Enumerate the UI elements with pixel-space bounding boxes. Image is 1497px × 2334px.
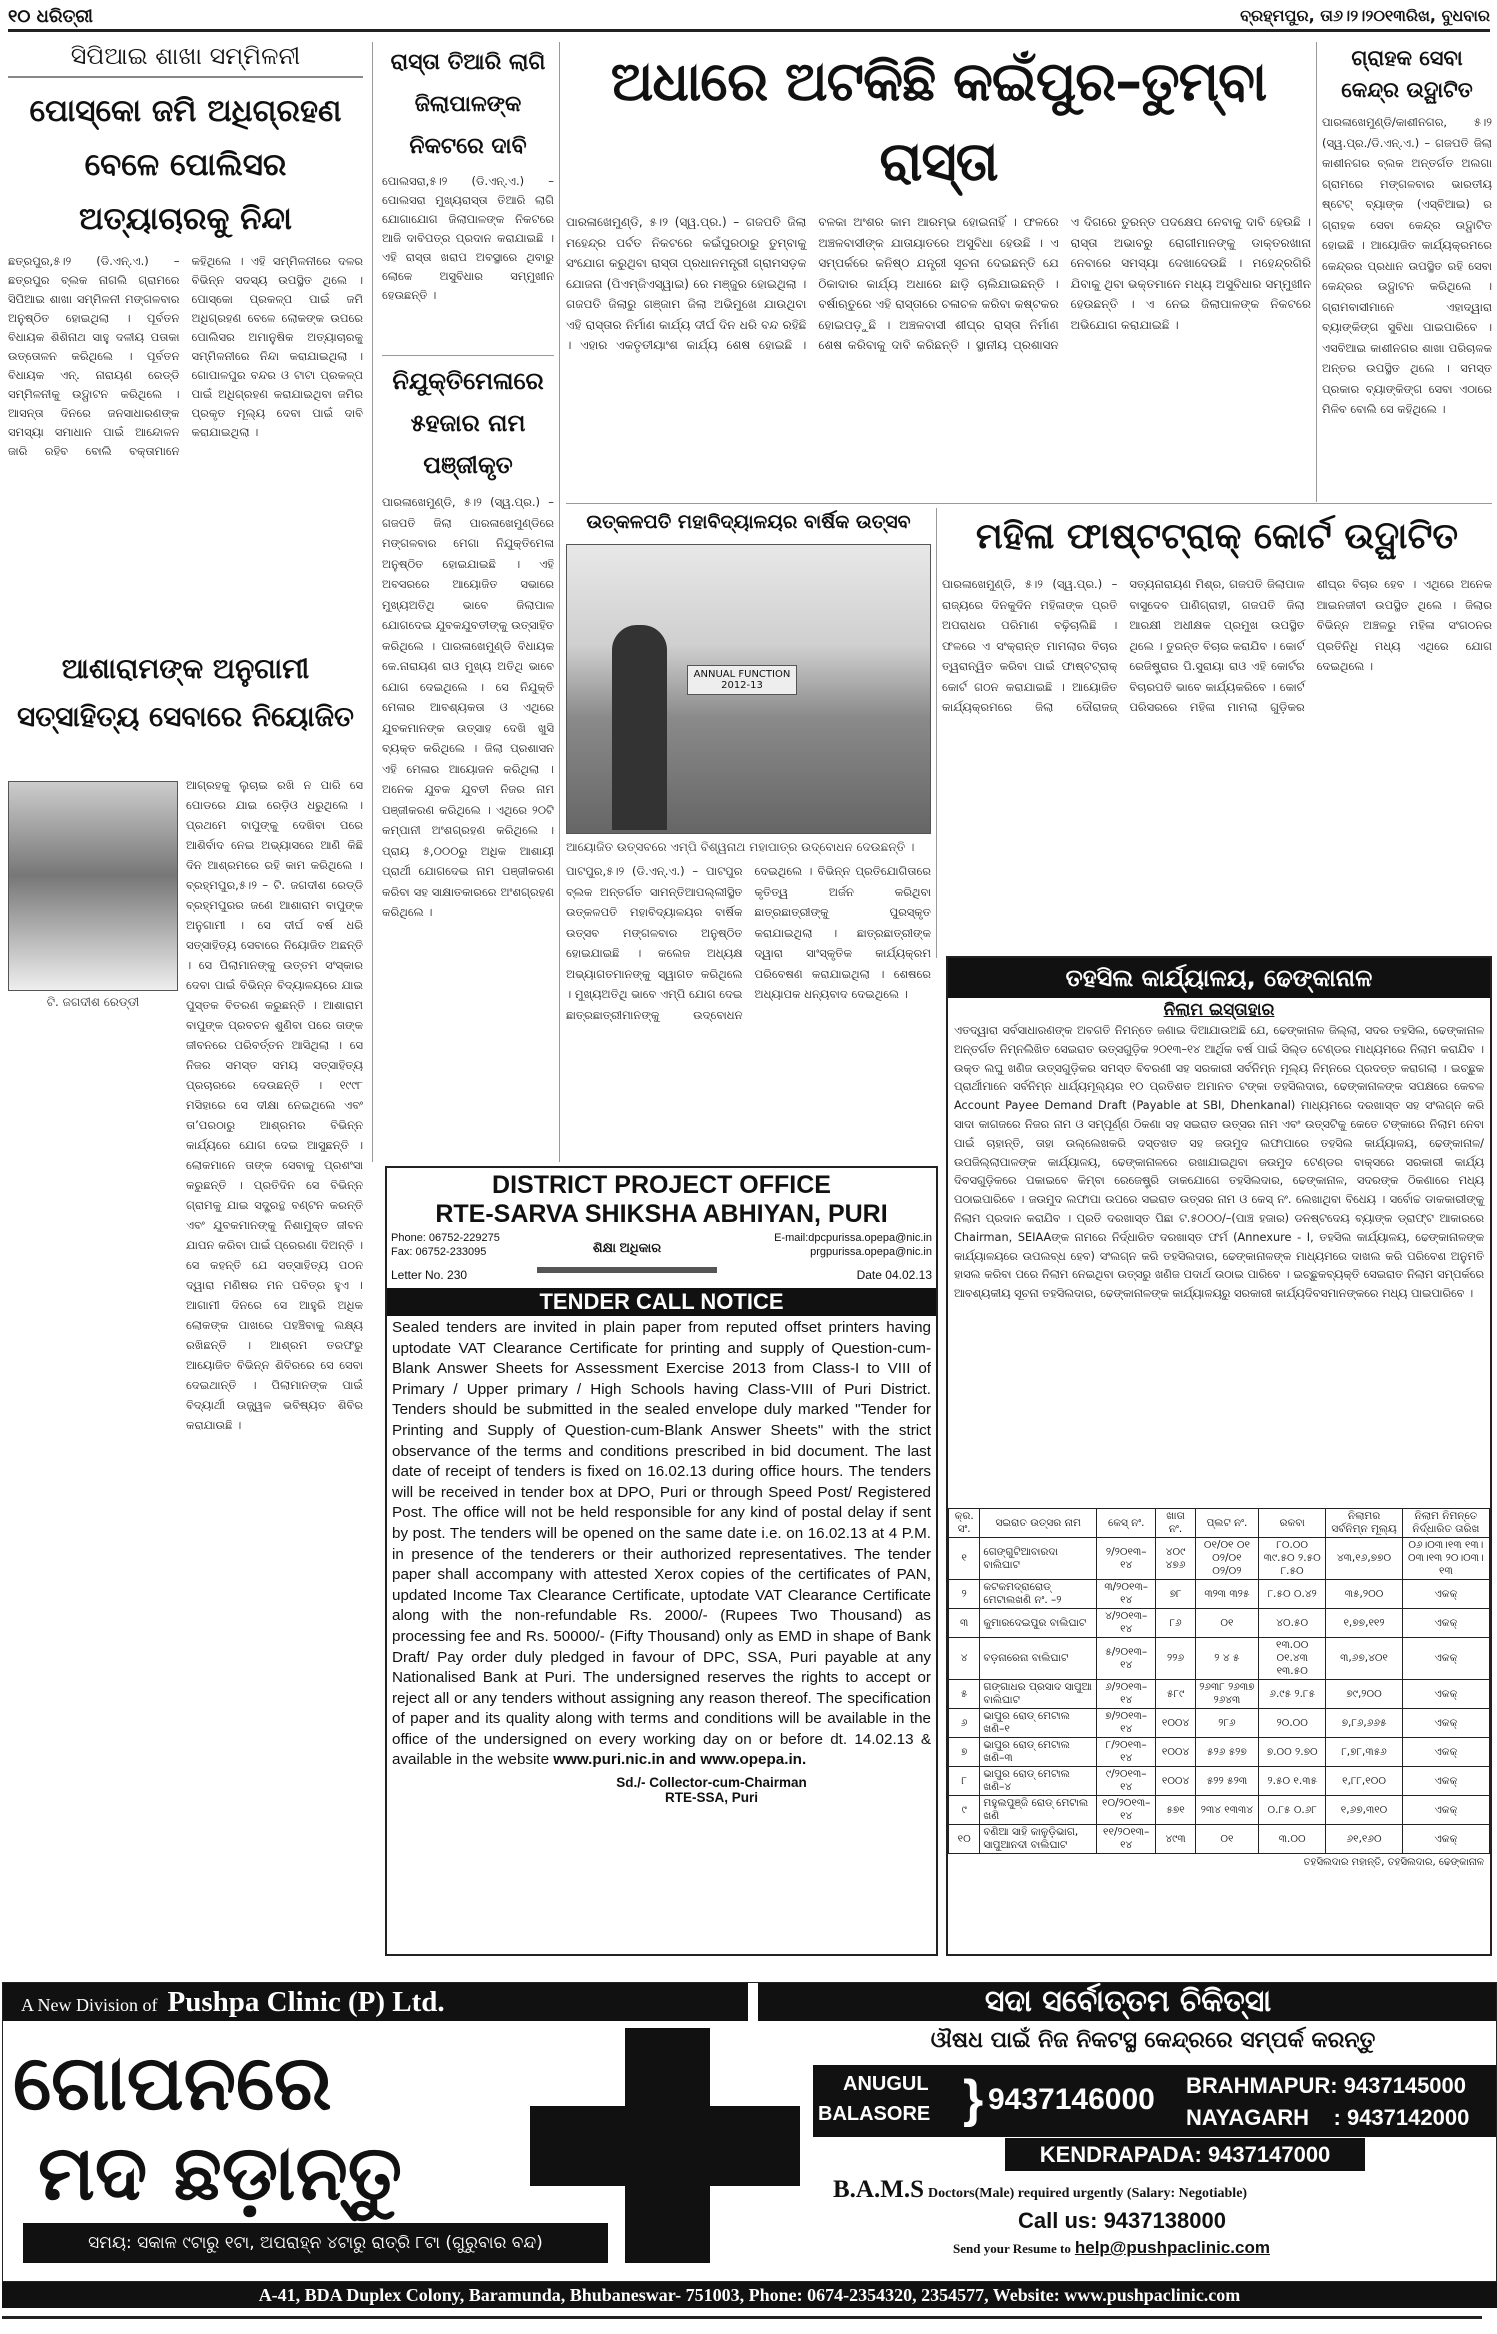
table-cell: ୨.୫୦ ୧.୩୫: [1259, 1767, 1326, 1796]
ad-slogan: ସଦା ସର୍ବୋତ୍ତମ ଚିକିତ୍ସା: [758, 1983, 1497, 2021]
tender-email-2[interactable]: prgpurissa.opepa@nic.in: [810, 1246, 932, 1258]
table-row: [949, 1825, 1490, 1854]
table-cell: ୩୨୩ ୩୨୫: [1195, 1580, 1258, 1609]
table-header: ସଇରାତ ଉତ୍ସର ନାମ: [980, 1509, 1097, 1538]
table-cell: ୨୩୪ ୧୩୩୪: [1195, 1796, 1258, 1825]
tender-org: RTE-SARVA SHIKSHA ABHIYAN, PURI: [435, 1200, 888, 1228]
table-cell: ଏକକ୍: [1402, 1638, 1489, 1680]
table-header: ନିଲାମର ସର୍ବନିମ୍ନ ମୂଲ୍ୟ: [1326, 1509, 1402, 1538]
table-cell: ଭାପୁର ରୋଡ୍ ମେଟାଲ ଖଣି–୧: [980, 1709, 1097, 1738]
table-cell: ୫୮୯: [1156, 1680, 1195, 1709]
tahasil-auction-notice: [946, 956, 1492, 1956]
website-link[interactable]: www.opepa.in.: [700, 1751, 807, 1769]
footer-rule: [2, 2316, 1482, 2319]
column-divider: [559, 42, 560, 1162]
tender-letter-no: Letter No. 230: [391, 1268, 468, 1282]
table-cell: ୭୯,୨୦୦: [1326, 1680, 1402, 1709]
table-cell: ୮: [949, 1767, 980, 1796]
table-cell: ୦୧: [1195, 1609, 1258, 1638]
table-cell: ଏକକ୍: [1402, 1580, 1489, 1609]
tender-title: TENDER CALL NOTICE: [387, 1288, 936, 1316]
page-header: [8, 4, 1490, 32]
auction-table: [948, 1508, 1490, 1854]
dateline: ବ୍ରହ୍ମପୁର, ତା୬।୨।୨୦୧୩ରିଖ, ବୁଧବାର: [1240, 6, 1490, 25]
tender-email[interactable]: E-mail:dpcpurissa.opepa@nic.in: [774, 1232, 932, 1244]
table-cell: ୫୨୬ ୫୨୭: [1195, 1738, 1258, 1767]
story-body: ପାରଳାଖେମୁଣ୍ଡି/କାଶୀନଗର, ୫।୨ (ସ୍ୱ.ପ୍ର./ଡି.ଏନ୍.ଏ.) – ଗଜପତି ଜିଲା କାଶୀନଗର ବ୍ଲକ ଅନ୍ତର୍ଗତ ଅଲଗା ଗ୍ରାମରେ ମଙ୍ଗଳବାର ଭାରତୀୟ ଷ୍ଟେଟ୍ ବ୍ୟାଙ୍କ (ଏସ୍ବିଆଇ) ର ଗ୍ରାହକ ସେବା କେନ୍ଦ୍ର ଉଦ୍ଘାଟିତ ହୋଇଛି । ଆୟୋଜିତ କାର୍ଯ୍ୟକ୍ରମରେ କେନ୍ଦ୍ରର ପ୍ରଧାନ ଉପସ୍ଥିତ ରହି ସେବା କେନ୍ଦ୍ରର ଉଦ୍ଘାଟନ କରିଥିଲେ । ଗ୍ରାମବାସୀମାନେ ଏହାଦ୍ୱାରା ବ୍ୟାଙ୍କିଙ୍ଗ ସୁବିଧା ପାଇପାରିବେ । ଏସବିଆଇ କାଶୀନଗର ଶାଖା ପରିଚାଳକ ଅନ୍ତର ଉପସ୍ଥିତ ଥିଲେ । ସମସ୍ତ ପ୍ରକାର ବ୍ୟାଙ୍କିଙ୍ଗ ସେବା ଏଠାରେ ମିଳିବ ବୋଲି ସେ କହିଥିଲେ ।: [1322, 115, 1492, 416]
table-cell: ୧୦୦୪: [1156, 1767, 1195, 1796]
table-cell: ୧୦୦୪: [1156, 1709, 1195, 1738]
table-cell: ୦୧: [1195, 1825, 1258, 1854]
shiksha-adhikar-logo: ଶିକ୍ଷା ଅଧିକାର: [537, 1228, 717, 1273]
notice-subtitle: ନିଲାମ ଇସ୍ତାହାର: [1163, 1000, 1275, 1020]
table-cell: ୪: [949, 1638, 980, 1680]
table-cell: କଟକମଦ୍ରାରୋଡ୍ ମେଟାଲଖଣି ନଂ. –୨: [980, 1580, 1097, 1609]
story-asaram: [8, 645, 363, 1960]
table-cell: ୧୦/୨୦୧୩–୧୪: [1096, 1796, 1155, 1825]
story-headline: ଉତ୍କଳପତି ମହାବିଦ୍ୟାଳୟର ବାର୍ଷିକ ଉତ୍ସବ: [586, 511, 911, 533]
table-cell: ୨୮୬: [1195, 1709, 1258, 1738]
pushpa-clinic-ad: [2, 1982, 1497, 2282]
ad-email-link[interactable]: help@pushpaclinic.com: [1074, 2238, 1270, 2257]
table-cell: ୦୧/୦୧ ୦୧ ୦୨/୦୧ ୦୨/୦୨: [1195, 1538, 1258, 1580]
table-cell: ୬: [949, 1709, 980, 1738]
table-cell: ୧୦୦୪: [1156, 1738, 1195, 1767]
ad-bams: B.A.M.S Doctors(Male) required urgently (Salary: Negotiable): [833, 2176, 1248, 2203]
table-cell: ୮୬: [1156, 1609, 1195, 1638]
tender-phone: Phone: 06752-229275: [391, 1232, 500, 1244]
table-cell: ୪୯୩: [1156, 1825, 1195, 1854]
table-cell: ୧୦: [949, 1825, 980, 1854]
table-header: ନିଲାମ ନିମନ୍ତେ ନିର୍ଦ୍ଧାରିତ ତାରିଖ: [1402, 1509, 1489, 1538]
notice-body: ଏତଦ୍ୱାରା ସର୍ବସାଧାରଣଙ୍କ ଅବଗତି ନିମନ୍ତେ ଜଣାଇ ଦିଆଯାଉଅଛି ଯେ, ଢେଙ୍କାନାଳ ଜିଲ୍ଲା, ସଦର ତହସିଲ, ଢେଙ୍କାନାଳ ଅନ୍ତର୍ଗତ ନିମ୍ନଲିଖିତ ସେଇରାତ ଉତ୍ସଗୁଡ଼ିକ ୨୦୧୩–୧୪ ଆର୍ଥିକ ବର୍ଷ ପାଇଁ ସିଲ୍ଡ ଟେଣ୍ଡର ମାଧ୍ୟମରେ ନିଲାମ କରାଯିବ । ଉକ୍ତ ଲଘୁ ଖଣିଜ ଉତ୍ସଗୁଡ଼ିକର ସମସ୍ତ ବିବରଣୀ ସହ ସରକାରୀ ସର୍ବନିମ୍ନ ମୂଲ୍ୟ ନିମ୍ନରେ ପ୍ରଦତ୍ତ କରାଗଲା । ଇଚ୍ଛୁକ ପ୍ରାର୍ଥୀମାନେ ସର୍ବନିମ୍ନ ଧାର୍ଯ୍ୟମୂଲ୍ୟର ୧୦ ପ୍ରତିଶତ ଅମାନତ ଟଙ୍କା ତହସିଲଦାର, ଢେଙ୍କାନାଳଙ୍କ ସପକ୍ଷରେ କେବଳ Account Payee Demand Draft (Payable at SBI, Dhenkanal) ମାଧ୍ୟମରେ ଦରଖାସ୍ତ ସହ ସଂଲଗ୍ନ କରି ସାଦା କାଗଜରେ ନିଜର ନାମ ଓ ସମ୍ପୂର୍ଣ୍ଣ ଠିକଣା ସହ ସଇରାତ ଉତ୍ସର ନାମ ଏବଂ ଉତ୍ସଟିକୁ କେତେ ଟଙ୍କାରେ ନିଲାମ ନେବା ପାଇଁ ଚାହାନ୍ତି, ତାହା ଉଲ୍ଲେଖକରି ଦସ୍ତଖତ ସହ ଜଉମୁଦ ଲଫାପାରେ ତହସିଲ କାର୍ଯ୍ୟାଳୟ, ଢେଙ୍କାନାଳ/ ଉପଜିଲ୍ଲାପାଳଙ୍କ କାର୍ଯ୍ୟାଳୟ, ଢେଙ୍କାନାଳରେ ରଖାଯାଇଥିବା ଜଉମୁଦ ଟେଣ୍ଡର ବାକ୍ସରେ ସରକାରୀ କାର୍ଯ୍ୟ ଦିବସଗୁଡ଼ିକରେ ପକାଇବେ କିମ୍ବା ରେଜେଷ୍ଟ୍ରି ଡାକଯୋଗେ ତହସିଲଦାର, ଢେଙ୍କାନାଳ, ସଦରଙ୍କ ଠିକଣାରେ ମଧ୍ୟ ପଠାଇପାରିବେ । ଜଉମୁଦ ଲଫାପା ଉପରେ ସଇରାତ ଉତ୍ସର ନାମ ଓ କେସ୍ ନଂ. ଲେଖାଥିବା ବିଧେୟ । ସର୍ବୋଚ୍ଚ ଡାକକାରୀଙ୍କୁ ନିଲାମ ପ୍ରଦାନ କରାଯିବ । ପ୍ରତି ଦରଖାସ୍ତ ପିଛା ଟ.୫୦୦୦/–(ପାଞ୍ଚ ହଜାର) ଡନଷ୍ଟଦେୟ ବ୍ୟାଙ୍କ ଡ୍ରାଫ୍ଟ ଆକାରରେ Chairman, SEIAAଙ୍କ ନାମରେ ନିର୍ଦ୍ଧାରିତ ଦରଖାସ୍ତ ଫର୍ମ (Annexure - I, ତହସିଲ କାର୍ଯ୍ୟାଳୟ, ଢେଙ୍କାନାଳଙ୍କ କାର୍ଯ୍ୟାଳୟରେ ଉପଲବ୍ଧ ହେବ) ସଂଲଗ୍ନ କରି ତହସିଲଦାର, ଢେଙ୍କାନାଳଙ୍କ ମାଧ୍ୟମରେ ଦାଖଲ କରି ପରିବେଶ ଅନୁମତି ହାସଲ କରିବା ପରେ ନିଲାମ ନେଇଥିବା ଉତ୍ସରୁ ଖଣିଜ ପଦାର୍ଥ ଉଠାଇ ପାରିବେ । ଇଚ୍ଛୁକବ୍ୟକ୍ତି ସେଇରାତ ନିଲାମ ସମ୍ପର୍କରେ ଆବଶ୍ୟକୀୟ ସୂଚନା ତହସିଲଦାର, ଢେଙ୍କାନାଳଙ୍କ କାର୍ଯ୍ୟାଳୟରୁ ସରକାରୀ କାର୍ଯ୍ୟଦିବସମାନଙ୍କରେ ମଧ୍ୟ ପାଇପାରିବେ ।: [954, 1024, 1484, 1301]
table-cell: ୫୨୨ ୫୨୩: [1195, 1767, 1258, 1796]
ad-resume: Send your Resume to help@pushpaclinic.com: [953, 2238, 1270, 2257]
table-cell: ୬/୨୦୧୩–୧୪: [1096, 1680, 1155, 1709]
notice-title: ତହସିଲ କାର୍ଯ୍ୟାଳୟ, ଢେଙ୍କାନାଳ: [948, 958, 1490, 998]
table-cell: ୪୩,୧୬,୭୭୦: [1326, 1538, 1402, 1580]
column-divider: [1316, 42, 1317, 502]
table-row: [949, 1609, 1490, 1638]
table-cell: ୩,୬୭,୪୦୧: [1326, 1638, 1402, 1680]
divider: [566, 503, 1492, 504]
story-headline: ପୋସ୍କୋ ଜମି ଅଧିଗ୍ରହଣ ବେଳେ ପୋଲିସର ଅତ୍ୟାଚାରକୁ ନିନ୍ଦା: [29, 93, 342, 237]
table-cell: ୨: [949, 1580, 980, 1609]
table-cell: ୨ ୪ ୫: [1195, 1638, 1258, 1680]
table-row: [949, 1680, 1490, 1709]
table-cell: ୫/୨୦୧୩–୧୪: [1096, 1638, 1155, 1680]
medical-cross-icon: [530, 2028, 800, 2263]
table-row: [949, 1580, 1490, 1609]
table-cell: ୮.୫୦ ୦.୪୨: [1259, 1580, 1326, 1609]
table-header: କ୍ର. ସଂ.: [949, 1509, 980, 1538]
website-link[interactable]: www.puri.nic.in: [553, 1751, 665, 1769]
table-cell: ୦୬।୦୩।୧୩ ୧୩।୦୩।୧୩ ୨୦।୦୩।୧୩: [1402, 1538, 1489, 1580]
table-cell: ବଣିଆ ସାହି କାଳୁଡ଼ିଭାଗ, ସାପୁଆନଦୀ ବାଲିଘାଟ: [980, 1825, 1097, 1854]
table-cell: ୨୬୩୮ ୨୬୩୭ ୨୬୪୩: [1195, 1680, 1258, 1709]
table-cell: ୧,୮୮,୧୦୦: [1326, 1767, 1402, 1796]
table-cell: ୫୭୧: [1156, 1796, 1195, 1825]
speaker-figure: [612, 625, 667, 830]
story-headline: ନିଯୁକ୍ତିମେଳାରେ ୫ହଜାର ନାମ ପଞ୍ଜୀକୃତ: [382, 355, 554, 486]
portrait-photo: [8, 781, 178, 991]
table-cell: ୨୨୬: [1156, 1638, 1195, 1680]
photo-caption: ଟି. ଜଗଦୀଶ ରେଡ୍ଡୀ: [46, 995, 140, 1009]
table-cell: ୭: [949, 1738, 980, 1767]
table-cell: କୁମାରଦେଇପୁର ବାଲିଘାଟ: [980, 1609, 1097, 1638]
story-kicker: ସିପିଆଇ ଶାଖା ସମ୍ମିଳନୀ: [8, 42, 363, 78]
table-row: [949, 1767, 1490, 1796]
table-cell: ୮/୨୦୧୩–୧୪: [1096, 1738, 1155, 1767]
ad-contact-line: ଔଷଧ ପାଇଁ ନିଜ ନିକଟସ୍ଥ କେନ୍ଦ୍ରରେ ସମ୍ପର୍କ କରନ୍ତୁ: [930, 2028, 1376, 2053]
story-body: ପୋଲସରା,୫।୨ (ଡି.ଏନ୍.ଏ.) – ପୋଲସରା ମୁଖ୍ୟରାସ୍ତା ତିଆରି ଲାଗି ଯୋଗାଯୋଗ ଜିଲାପାଳଙ୍କ ନିକଟରେ ଆଜି ଦାବିପତ୍ର ପ୍ରଦାନ କରାଯାଇଛି । ଏହି ରାସ୍ତା ଖରାପ ଅବସ୍ଥାରେ ଥିବାରୁ ଲୋକେ ଅସୁବିଧାର ସମ୍ମୁଖୀନ ହେଉଛନ୍ତି ।: [382, 174, 554, 302]
ad-big-line-1: ଗୋପନରେ: [13, 2038, 332, 2127]
table-cell: ଏକକ୍: [1402, 1796, 1489, 1825]
story-headline: ମହିଳା ଫାଷ୍ଟଟ୍ରାକ୍ କୋର୍ଟ ଉଦ୍ଘାଟିତ: [975, 516, 1459, 557]
table-cell: ୭/୨୦୧୩–୧୪: [1096, 1709, 1155, 1738]
lead-headline: ଅଧାରେ ଅଟକିଛି କଇଁପୁର–ତୁମ୍ବା ରାସ୍ତା: [610, 50, 1267, 193]
table-cell: ଭାପୁର ରୋଡ୍ ମେଟାଲ ଖଣି–୩: [980, 1738, 1097, 1767]
table-cell: ୬.୯୫ ୨.୮୫: [1259, 1680, 1326, 1709]
table-cell: ୪/୨୦୧୩–୧୪: [1096, 1609, 1155, 1638]
ad-address-bar: A-41, BDA Duplex Colony, Baramunda, Bhubaneswar- 751003, Phone: 0674-2354320, 2354577, Website: www.pushpaclinic.com: [2, 2282, 1497, 2308]
table-cell: ମହୁଲପୁଞ୍ଜି ରୋଡ୍ ମେଟାଲ ଖଣି: [980, 1796, 1097, 1825]
tender-body: Sealed tenders are invited in plain paper from reputed offset printers having uptodate VAT Clearance Certificate for printing and supply of Question-cum-Blank Answer Sheets for Assessment Exercise 2013 from Class-I to VIII of Primary / Upper primary / High Schools having Class-VIII of Puri District. Tenders should be submitted in the sealed envelope duly marked "Tender for Printing and Supply of Question-cum-Blank Answer Sheets" with the strict observance of the terms and conditions prescribed in bid document. The last date of receipt of tenders is fixed on 16.02.13 during office hours. The tenders will be received in tender box at DPO, Puri or through Speed Post/ Registered Post. The office will not be held responsible for any kind of postal delay if sent by post. The tenders will be opened on the same date i.e. on 16.02.13 at 4 P.M. in presence of the tenderers or their authorized representatives. The tender paper shall accompany with attested Xerox copies of the certificates of PAN, updated Income Tax Clearance Certificate, uptodate VAT Clearance Certificate along with the non-refundable Rs. 2000/- (Rupees Two Thousand) as processing fee and Rs. 50000/- (Fifty Thousand) only as EMD in shape of Bank Draft/ Pay order duly pledged in favour of DPC, SSA, Puri payable at any Nationalised Bank at Puri. The undersigned reserves the rights to accept or reject all or any tenders without assigning any reason thereof. The specification of paper and its quality along with terms and conditions will be available in the office of the undersigned on every working day on or before dt. 14.02.13 & available in the website www.puri.nic.in and www.opepa.in.: [392, 1319, 931, 1769]
ad-big-line-2: ମଦ ଛଡ଼ାନ୍ତୁ: [38, 2128, 402, 2217]
table-cell: ୫: [949, 1680, 980, 1709]
table-cell: ୨/୨୦୧୩–୧୪: [1096, 1538, 1155, 1580]
table-header: କେସ୍ ନଂ.: [1096, 1509, 1155, 1538]
ad-phone-block: ANUGUL BALASORE } 9437146000 BRAHMAPUR: 9437145000 NAYAGARH : 9437142000: [813, 2065, 1497, 2137]
tender-office: DISTRICT PROJECT OFFICE: [492, 1171, 831, 1199]
ad-header-left: A New Division of Pushpa Clinic (P) Ltd.: [3, 1983, 748, 2021]
table-cell: ଏକକ୍: [1402, 1680, 1489, 1709]
tender-date: Date 04.02.13: [856, 1268, 932, 1282]
photo-story: [566, 508, 931, 1160]
story-body: ପାରଳାଖେମୁଣ୍ଡି, ୫।୨ (ସ୍ୱ.ପ୍ର.) – ଗଜପତି ଜିଲା ପାରଳାଖେମୁଣ୍ଡିରେ ମଙ୍ଗଳବାର ମେଗା ନିଯୁକ୍ତିମେଳା ଅନୁଷ୍ଠିତ ହୋଇଯାଇଛି । ଏହି ଅବସରରେ ଆୟୋଜିତ ସଭାରେ ମୁଖ୍ୟଅତିଥି ଭାବେ ଜିଲାପାଳ ଯୋଗଦେଇ ଯୁବକଯୁବତୀଙ୍କୁ ଉତ୍ସାହିତ କରିଥିଲେ । ପାରଳାଖେମୁଣ୍ଡି ବିଧାୟକ କେ.ନାରାୟଣ ରାଓ ମୁଖ୍ୟ ଅତିଥି ଭାବେ ଯୋଗ ଦେଇଥିଲେ । ସେ ନିଯୁକ୍ତି ମେଳାର ଆବଶ୍ୟକତା ଓ ଏଥିରେ ଯୁବକମାନଙ୍କ ଉତ୍ସାହ ଦେଖି ଖୁସି ବ୍ୟକ୍ତ କରିଥିଲେ । ଜିଲା ପ୍ରଶାସନ ଏହି ମେଳାର ଆୟୋଜନ କରିଥିଲା । ଅନେକ ଯୁବକ ଯୁବତୀ ନିଜର ନାମ ପଞ୍ଜୀକରଣ କରିଥିଲେ । ଏଥିରେ ୨୦ଟି କମ୍ପାନୀ ଅଂଶଗ୍ରହଣ କରିଥିଲେ । ପ୍ରାୟ ୫,୦୦୦ରୁ ଅଧିକ ଆଶାୟୀ ପ୍ରାର୍ଥୀ ଯୋଗଦେଇ ନାମ ପଞ୍ଜୀକରଣ କରିବା ସହ ସାକ୍ଷାତକାରରେ ଅଂଶଗ୍ରହଣ କରିଥିଲେ ।: [382, 495, 554, 919]
table-cell: ୭.୦୦ ୨.୭୦: [1259, 1738, 1326, 1767]
table-cell: ୨୦.୦୦: [1259, 1709, 1326, 1738]
story-job-fair: [382, 355, 554, 1160]
tender-fax: Fax: 06752-233095: [391, 1246, 487, 1258]
ad-timing: ସମୟ: ସକାଳ ୯ଟାରୁ ୧ଟା, ଅପରାହ୍ନ ୪ଟାରୁ ରାତ୍ରି ୮ଟା (ଗୁରୁବାର ବନ୍ଦ): [23, 2223, 608, 2263]
table-header: ରକବା: [1259, 1509, 1326, 1538]
lead-body: ପାରଳାଖେମୁଣ୍ଡି, ୫।୨ (ସ୍ୱ.ପ୍ର.) – ଗଜପତି ଜିଲା ମହେନ୍ଦ୍ର ପର୍ବତ ନିକଟରେ କଇଁପୁରଠାରୁ ତୁମ୍ବାକୁ ସଂଯୋଗ କରୁଥିବା ରାସ୍ତା ପ୍ରଧାନମନ୍ତ୍ରୀ ଗ୍ରାମସଡ଼କ ଯୋଜନା (ପିଏମ୍ଜିଏସ୍ୱାଇ) ରେ ମଞ୍ଜୁର ହୋଇଥିଲା । ଗଜପତି ଜିଲାରୁ ଗଞ୍ଜାମ ଜିଲା ଅଭିମୁଖେ ଯାଉଥିବା ଏହି ରାସ୍ତାର ନିର୍ମାଣ କାର୍ଯ୍ୟ ଦୀର୍ଘ ଦିନ ଧରି ବନ୍ଦ ରହିଛି । ଏହାର ଏକତୃତୀୟାଂଶ କାର୍ଯ୍ୟ ଶେଷ ହୋଇଛି । ବଳକା ଅଂଶର କାମ ଆରମ୍ଭ ହୋଇନାହିଁ । ଫଳରେ ଅଞ୍ଚଳବାସୀଙ୍କ ଯାତାୟାତରେ ଅସୁବିଧା ହେଉଛି । ଏ ସମ୍ପର୍କରେ କନିଷ୍ଠ ଯନ୍ତ୍ରୀ ସୂଚନା ଦେଇଛନ୍ତି ଯେ ଠିକାଦାର କାର୍ଯ୍ୟ ଅଧାରେ ଛାଡ଼ି ଚାଲିଯାଇଛନ୍ତି । ବର୍ଷାଋତୁରେ ଏହି ରାସ୍ତାରେ ଚଳାଚଳ କରିବା କଷ୍ଟକର ହୋଇପଡ଼ୁଛି । ଅଞ୍ଚଳବାସୀ ଶୀଘ୍ର ରାସ୍ତା ନିର୍ମାଣ ଶେଷ କରିବାକୁ ଦାବି କରିଛନ୍ତି । ସ୍ଥାନୀୟ ପ୍ରଶାସନ ଏ ଦିଗରେ ତୁରନ୍ତ ପଦକ୍ଷେପ ନେବାକୁ ଦାବି ହେଉଛି । ରାସ୍ତା ଅଭାବରୁ ରୋଗୀମାନଙ୍କୁ ଡାକ୍ତରଖାନା ନେବାରେ ସମସ୍ୟା ଦେଖାଦେଉଛି । ମହେନ୍ଦ୍ରଗିରି ଯିବାକୁ ଥିବା ଭକ୍ତମାନେ ମଧ୍ୟ ଅସୁବିଧାର ସମ୍ମୁଖୀନ ହେଉଛନ୍ତି । ଏ ନେଇ ଜିଲାପାଳଙ୍କ ନିକଟରେ ଅଭିଯୋଗ କରାଯାଇଛି ।: [566, 215, 1311, 352]
table-cell: ୧୧/୨୦୧୩–୧୪: [1096, 1825, 1155, 1854]
story-headline: ଗ୍ରାହକ ସେବା କେନ୍ଦ୍ର ଉଦ୍ଘାଟିତ: [1341, 46, 1473, 102]
notice-signature: ତହସିଲଦାର ମହାନ୍ତି, ତହସିଲଦାର, ଢେଙ୍କାନାଳ: [1303, 1857, 1484, 1868]
table-cell: ଗଙ୍ଗାଧର ପ୍ରସାଦ ସାପୁଆ ବାଲିଘାଟ: [980, 1680, 1097, 1709]
table-cell: ୯: [949, 1796, 980, 1825]
table-cell: ବଡ଼ନାରେନା ବାଲିଘାଟ: [980, 1638, 1097, 1680]
table-row: [949, 1538, 1490, 1580]
table-cell: ୭୮: [1156, 1580, 1195, 1609]
table-cell: ୦.୮୫ ୦.୬୮: [1259, 1796, 1326, 1825]
table-cell: ୩: [949, 1609, 980, 1638]
story-fasttrack-court: [942, 508, 1492, 948]
table-cell: ୬୧,୧୬୦: [1326, 1825, 1402, 1854]
table-cell: ୩୫,୨୦୦: [1326, 1580, 1402, 1609]
table-header: ପ୍ଲଟ ନଂ.: [1195, 1509, 1258, 1538]
table-row: [949, 1738, 1490, 1767]
table-cell: ୧: [949, 1538, 980, 1580]
table-cell: ୧,୬୭,୩୧୦: [1326, 1796, 1402, 1825]
table-cell: ୪୦୯ ୪୭୬: [1156, 1538, 1195, 1580]
story-cpi: [8, 42, 363, 642]
table-row: [949, 1709, 1490, 1738]
ad-call: Call us: 9437138000: [1018, 2208, 1226, 2233]
story-body: ଛତ୍ରପୁର,୫।୨ (ଡି.ଏନ୍.ଏ.) – ଛତ୍ରପୁର ବ୍ଲକ ନାଗଲି ଗ୍ରାମରେ ସିପିଆଇ ଶାଖା ସମ୍ମିଳନୀ ମଙ୍ଗଳବାର ଅନୁଷ୍ଠିତ ହୋଇଥିଲା । ପୂର୍ବତନ ବିଧାୟକ ଶିଶିନାଥ ସାହୁ ଦଳୀୟ ପତାକା ଉତ୍ତୋଳନ କରିଥିଲେ । ପୂର୍ବତନ ବିଧାୟକ ଏନ୍. ନାରାୟଣ ରେଡ୍ଡି ସମ୍ମିଳନୀକୁ ଉଦ୍ଘାଟନ କରିଥିଲେ । ଆସନ୍ତା ଦିନରେ ଜନସାଧାରଣଙ୍କ ସମସ୍ୟା ସମାଧାନ ପାଇଁ ଆନ୍ଦୋଳନ ଜାରି ରହିବ ବୋଲି ବକ୍ତାମାନେ କହିଥିଲେ । ଏହି ସମ୍ମିଳନୀରେ ଦଳର ବିଭିନ୍ନ ସଦସ୍ୟ ଉପସ୍ଥିତ ଥିଲେ । ପୋସ୍କୋ ପ୍ରକଳ୍ପ ପାଇଁ ଜମି ଅଧିଗ୍ରହଣ ବେଳେ ଲୋକଙ୍କ ଉପରେ ପୋଲିସର ଅମାନୁଷିକ ଅତ୍ୟାଚାରକୁ ସମ୍ମିଳନୀରେ ନିନ୍ଦା କରାଯାଇଥିଲା । ଗୋପାଳପୁର ବନ୍ଦର ଓ ଟାଟା ପ୍ରକଳ୍ପ ପାଇଁ ଅଧିଗ୍ରହଣ କରାଯାଇଥିବା ଜମିର ପ୍ରକୃତ ମୂଲ୍ୟ ଦେବା ପାଇଁ ଦାବି କରାଯାଇଥିଲା ।: [8, 254, 363, 458]
page-number: ୧୦ ଧରିତ୍ରୀ: [8, 6, 93, 27]
story-body: ପାରଳାଖେମୁଣ୍ଡି, ୫।୨ (ସ୍ୱ.ପ୍ର.) – ରାଜ୍ୟରେ ଦିନକୁଦିନ ମହିଳାଙ୍କ ପ୍ରତି ଅପରାଧର ପରିମାଣ ବଢ଼ିଚାଲିଛି । ଫଳରେ ଏ ସଂକ୍ରାନ୍ତ ମାମଲାର ବିଚାର ତ୍ୱରାନ୍ୱିତ କରିବା ପାଇଁ ଫାଷ୍ଟଟ୍ରାକ୍ କୋର୍ଟ ଗଠନ କରାଯାଇଛି । ଆୟୋଜିତ କାର୍ଯ୍ୟକ୍ରମରେ ଜିଲା ଦୌରାଜଜ୍ ସତ୍ୟନାରାୟଣ ମିଶ୍ର, ଗଜପତି ଜିଲାପାଳ ବାସୁଦେବ ପାଣିଗ୍ରାହୀ, ଗଜପତି ଜିଲା ଆରକ୍ଷୀ ଅଧୀକ୍ଷକ ପ୍ରମୁଖ ଉପସ୍ଥିତ ଥିଲେ । ତୁରନ୍ତ ବିଚାର କରାଯିବ । କୋର୍ଟ ରେଜିଷ୍ଟ୍ରାର ପି.ସୁରାୟା ରାଓ ଏହି କୋର୍ଟର ବିଚାରପତି ଭାବେ କାର୍ଯ୍ୟକରିବେ । କୋର୍ଟ ପରିସରରେ ମହିଳା ମାମଲା ଗୁଡ଼ିକର ଶୀଘ୍ର ବିଚାର ହେବ । ଏଥିରେ ଅନେକ ଆଇନଜୀବୀ ଉପସ୍ଥିତ ଥିଲେ । ଜିଲାର ବିଭିନ୍ନ ଅଞ୍ଚଳରୁ ମହିଳା ସଂଗଠନର ପ୍ରତିନିଧି ମଧ୍ୟ ଏଥିରେ ଯୋଗ ଦେଇଥିଲେ ।: [942, 577, 1492, 714]
table-cell: ୮,୭୮,୩୫୬: [1326, 1738, 1402, 1767]
table-cell: ୭,୮୬,୬୬୫: [1326, 1709, 1402, 1738]
stage-banner: ANNUAL FUNCTION 2012-13: [687, 665, 797, 695]
story-customer-centre: [1322, 42, 1492, 502]
table-header: ଖାତା ନଂ.: [1156, 1509, 1195, 1538]
table-cell: ୩.୦୦: [1259, 1825, 1326, 1854]
table-row: [949, 1796, 1490, 1825]
column-divider: [372, 42, 373, 1162]
ad-kendrapada: KENDRAPADA: 9437147000: [1005, 2138, 1365, 2171]
table-cell: ୮୦.୦୦ ୩୯.୫୦ ୨.୫୦ ୮.୫୦: [1259, 1538, 1326, 1580]
ad-phone-main: 9437146000: [988, 2083, 1155, 2116]
story-body: ଆଗ୍ରହକୁ ଲୁଚାଇ ରଖି ନ ପାରି ସେ ପୋଡରେ ଯାଇ ରେଡ଼ିଓ ଧରୁଥିଲେ । ପ୍ରଥମେ ବାପୁଙ୍କୁ ଦେଖିବା ପରେ ଆଶିର୍ବାଦ ନେଇ ଅଭ୍ୟାସରେ ଆଣି କିଛି ଦିନ ଆଶ୍ରମରେ ରହି କାମ କରିଥିଲେ । ବ୍ରହ୍ମପୁର,୫।୨ – ଟି. ଜଗଦୀଶ ରେଡ୍ଡି ବ୍ରହ୍ମପୁରର ଜଣେ ଆଶାରାମ ବାପୁଙ୍କ ଅନୁଗାମୀ । ସେ ଦୀର୍ଘ ବର୍ଷ ଧରି ସତ୍ସାହିତ୍ୟ ସେବାରେ ନିୟୋଜିତ ଅଛନ୍ତି । ସେ ପିଲାମାନଙ୍କୁ ଉତ୍ତମ ସଂସ୍କାର ଦେବା ପାଇଁ ବିଭିନ୍ନ ବିଦ୍ୟାଳୟରେ ଯାଇ ପୁସ୍ତକ ବିତରଣ କରୁଛନ୍ତି । ଆଶାରାମ ବାପୁଙ୍କ ପ୍ରବଚନ ଶୁଣିବା ପରେ ତାଙ୍କ ଜୀବନରେ ପରିବର୍ତ୍ତନ ଆସିଥିଲା । ସେ ନିଜର ସମସ୍ତ ସମୟ ସତ୍ସାହିତ୍ୟ ପ୍ରଚାରରେ ଦେଉଛନ୍ତି । ୧୯୯୮ ମସିହାରେ ସେ ଦୀକ୍ଷା ନେଇଥିଲେ ଏବଂ ତା’ପରଠାରୁ ଆଶ୍ରମର ବିଭିନ୍ନ କାର୍ଯ୍ୟରେ ଯୋଗ ଦେଇ ଆସୁଛନ୍ତି । ଲୋକମାନେ ତାଙ୍କ ସେବାକୁ ପ୍ରଶଂସା କରୁଛନ୍ତି । ପ୍ରତିଦିନ ସେ ବିଭିନ୍ନ ଗ୍ରାମକୁ ଯାଇ ସଦ୍ଗ୍ରନ୍ଥ ବଣ୍ଟନ କରନ୍ତି ଏବଂ ଯୁବକମାନଙ୍କୁ ନିଶାମୁକ୍ତ ଜୀବନ ଯାପନ କରିବା ପାଇଁ ପ୍ରେରଣା ଦିଅନ୍ତି । ସେ କହନ୍ତି ଯେ ସତ୍ସାହିତ୍ୟ ପଠନ ଦ୍ୱାରା ମଣିଷର ମନ ପବିତ୍ର ହୁଏ । ଆଗାମୀ ଦିନରେ ସେ ଆହୁରି ଅଧିକ ଲୋକଙ୍କ ପାଖରେ ପହଞ୍ଚିବାକୁ ଲକ୍ଷ୍ୟ ରଖିଛନ୍ତି । ଆଶ୍ରମ ତରଫରୁ ଆୟୋଜିତ ବିଭିନ୍ନ ଶିବିରରେ ସେ ସେବା ଦେଇଥାନ୍ତି । ପିଲାମାନଙ୍କ ପାଇଁ ବିଦ୍ୟାର୍ଥୀ ଉଜ୍ଜ୍ୱଳ ଭବିଷ୍ୟତ ଶିବିର କରାଯାଉଛି ।: [186, 778, 363, 1432]
lead-story: [566, 42, 1311, 502]
column-divider: [936, 508, 937, 958]
photo-caption: ଆୟୋଜିତ ଉତ୍ସବରେ ଏମ୍ପି ବିଶ୍ୱନାଥ ମହାପାତ୍ର ଉଦ୍ବୋଧନ ଦେଉଛନ୍ତି ।: [566, 840, 915, 854]
table-cell: ୧୩.୦୦ ୦୧.୪୩ ୧୩.୫୦: [1259, 1638, 1326, 1680]
table-cell: ୯/୨୦୧୩–୧୪: [1096, 1767, 1155, 1796]
table-cell: ଏକକ୍: [1402, 1738, 1489, 1767]
table-cell: ୩/୨୦୧୩–୧୪: [1096, 1580, 1155, 1609]
table-cell: ୪୦.୫୦: [1259, 1609, 1326, 1638]
story-body: ପାଟପୁର,୫।୨ (ଡି.ଏନ୍.ଏ.) – ପାଟପୁର ବ୍ଲକ ଅନ୍ତର୍ଗତ ସାମନ୍ତିଆପଲ୍ଲୀସ୍ଥିତ ଉତ୍କଳପତି ମହାବିଦ୍ୟାଳୟର ବାର୍ଷିକ ଉତ୍ସବ ମଙ୍ଗଳବାର ଅନୁଷ୍ଠିତ ହୋଇଯାଇଛି । କଲେଜ ଅଧ୍ୟକ୍ଷ ଅଭ୍ୟାଗତମାନଙ୍କୁ ସ୍ୱାଗତ କରିଥିଲେ । ମୁଖ୍ୟଅତିଥି ଭାବେ ଏମ୍ପି ଯୋଗ ଦେଇ ଛାତ୍ରଛାତ୍ରୀମାନଙ୍କୁ ଉଦ୍ବୋଧନ ଦେଇଥିଲେ । ବିଭିନ୍ନ ପ୍ରତିଯୋଗିତାରେ କୃତିତ୍ୱ ଅର୍ଜନ କରିଥିବା ଛାତ୍ରଛାତ୍ରୀଙ୍କୁ ପୁରସ୍କୃତ କରାଯାଇଥିଲା । ଛାତ୍ରଛାତ୍ରୀଙ୍କ ଦ୍ୱାରା ସାଂସ୍କୃତିକ କାର୍ଯ୍ୟକ୍ରମ ପରିବେଷଣ କରାଯାଇଥିଲା । ଶେଷରେ ଅଧ୍ୟାପକ ଧନ୍ୟବାଦ ଦେଇଥିଲେ ।: [566, 864, 931, 1022]
tender-signature: Sd./- Collector-cum-Chairman RTE-SSA, Puri: [616, 1775, 807, 1806]
event-photo: [566, 544, 931, 834]
table-cell: ଏକକ୍: [1402, 1825, 1489, 1854]
story-headline: ରାସ୍ତା ତିଆରି ଲାଗି ଜିଲାପାଳଙ୍କ ନିକଟରେ ଦାବି: [390, 50, 546, 159]
table-cell: ୧,୭୭,୧୧୨: [1326, 1609, 1402, 1638]
table-cell: ଗେଙ୍ଗୁଟିଆବାରଦା ବାଲିଘାଟ: [980, 1538, 1097, 1580]
story-road-demand: [382, 42, 554, 352]
tender-notice: [385, 1166, 938, 1956]
table-cell: ଏକକ୍: [1402, 1767, 1489, 1796]
table-row: [949, 1638, 1490, 1680]
table-cell: ଭାପୁର ରୋଡ୍ ମେଟାଲ ଖଣି–୪: [980, 1767, 1097, 1796]
story-headline: ଆଶାରାମଙ୍କ ଅନୁଗାମୀ ସତ୍ସାହିତ୍ୟ ସେବାରେ ନିୟୋଜିତ: [17, 652, 354, 733]
table-cell: ଏକକ୍: [1402, 1709, 1489, 1738]
table-cell: ଏକକ୍: [1402, 1609, 1489, 1638]
